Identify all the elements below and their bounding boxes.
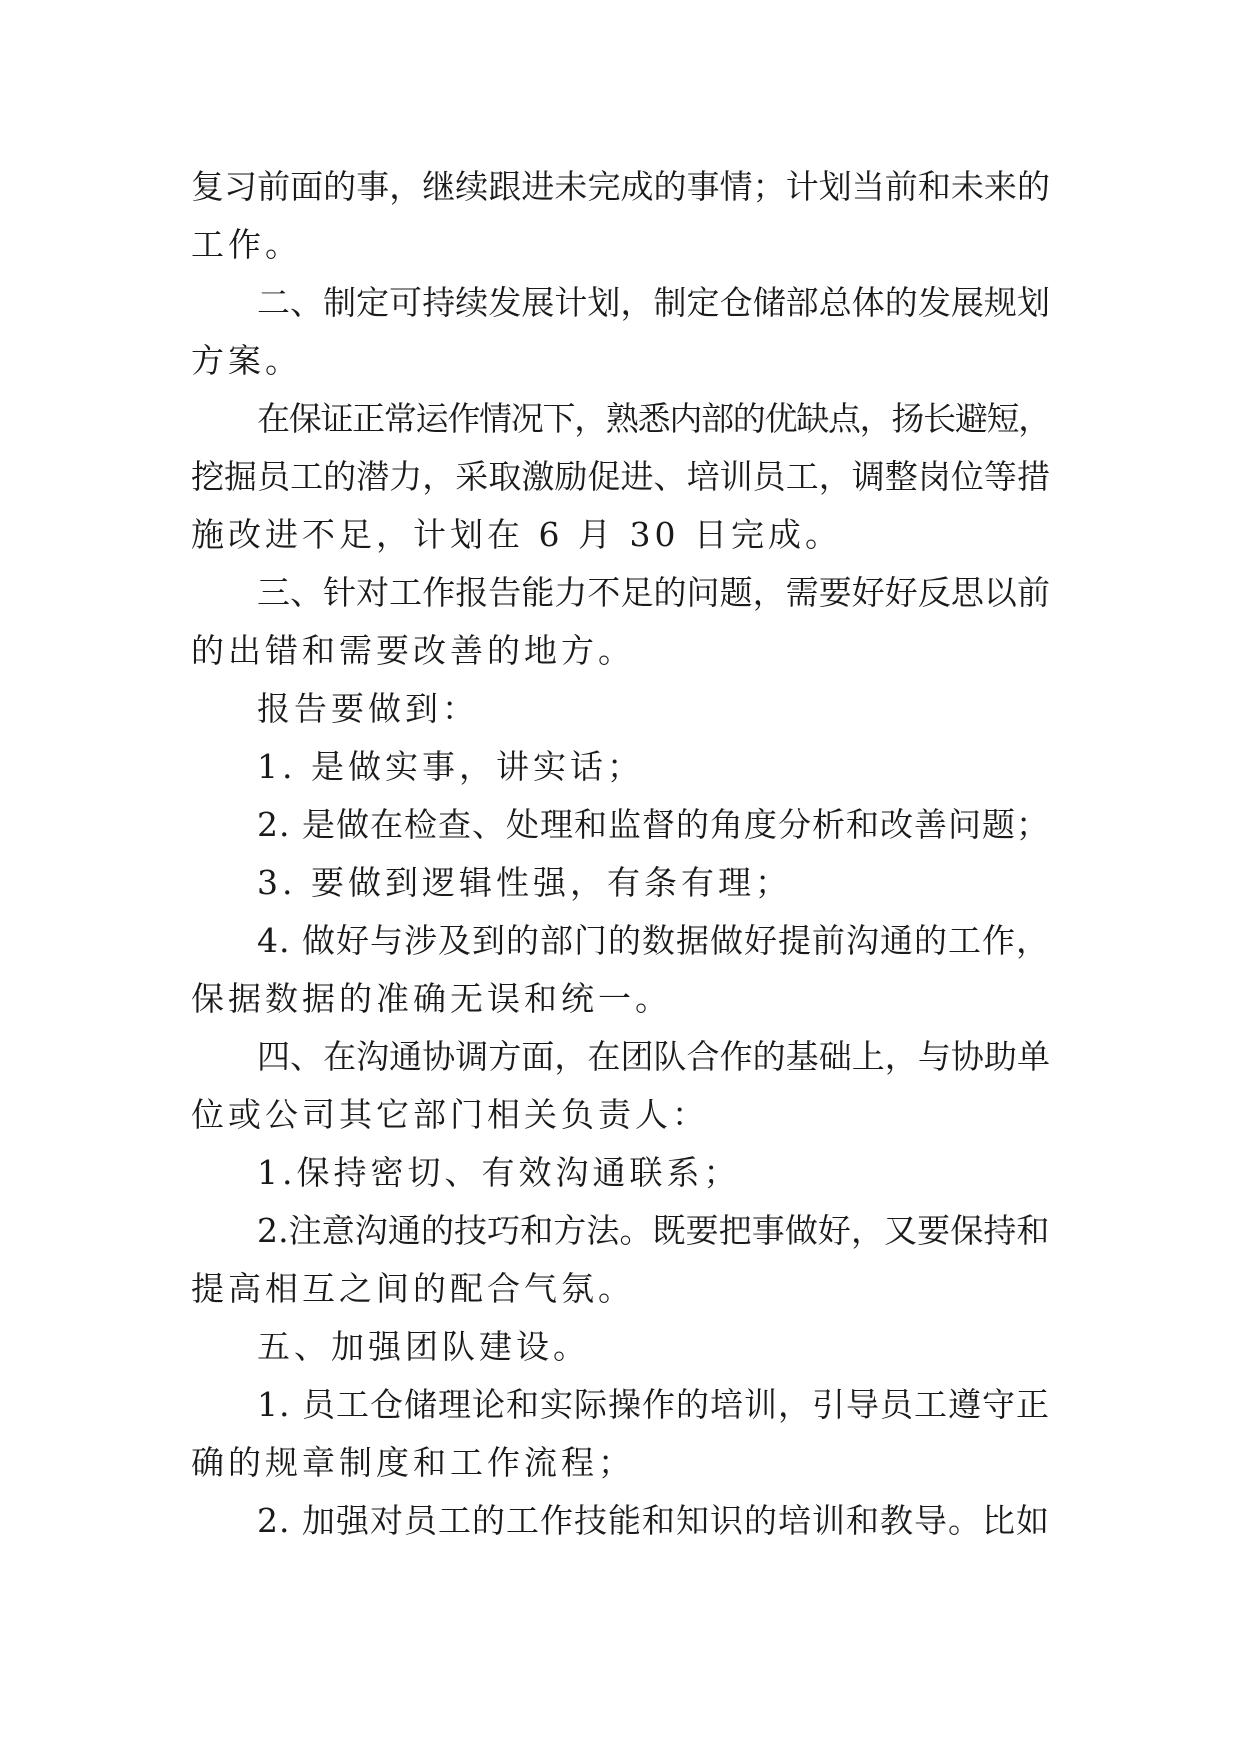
text-line-5: 在保证正常运作情况下，熟悉内部的优缺点，扬长避短， — [257, 399, 1050, 438]
text-line-20: 提高相互之间的配合气氛。 — [191, 1269, 635, 1308]
list-item-4: 4. 做好与涉及到的部门的数据做好提前沟通的工作， — [257, 921, 1050, 960]
section-heading-4: 四、在沟通协调方面，在团队合作的基础上，与协助单 — [257, 1037, 1050, 1076]
text-line-7: 施改进不足，计划在 6 月 30 日完成。 — [191, 515, 842, 554]
text-line-9: 的出错和需要改善的地方。 — [191, 631, 635, 670]
text-line-10: 报告要做到： — [257, 689, 479, 728]
text-line-17: 位或公司其它部门相关负责人： — [191, 1095, 709, 1134]
text-line-23: 确的规章制度和工作流程； — [191, 1443, 635, 1482]
section-heading-2: 二、制定可持续发展计划，制定仓储部总体的发展规划 — [257, 283, 1050, 322]
list-item-3: 3. 要做到逻辑性强，有条有理； — [257, 863, 792, 902]
list-item-8: 2. 加强对员工的工作技能和知识的培训和教导。比如 — [257, 1501, 1050, 1540]
section-heading-5: 五、加强团队建设。 — [257, 1327, 590, 1366]
list-item-5: 1.保持密切、有效沟通联系； — [257, 1153, 741, 1192]
text-line-4: 方案。 — [191, 341, 302, 380]
text-line-15: 保据数据的准确无误和统一。 — [191, 979, 672, 1018]
text-line-1: 复习前面的事，继续跟进未完成的事情；计划当前和未来的 — [191, 167, 1050, 206]
text-line-2: 工作。 — [191, 225, 302, 264]
list-item-2: 2. 是做在检查、处理和监督的角度分析和改善问题； — [257, 805, 1050, 844]
section-heading-3: 三、针对工作报告能力不足的问题，需要好好反思以前 — [257, 573, 1050, 612]
list-item-7: 1. 员工仓储理论和实际操作的培训，引导员工遵守正 — [257, 1385, 1050, 1424]
list-item-6: 2.注意沟通的技巧和方法。既要把事做好，又要保持和 — [257, 1211, 1050, 1250]
text-line-6: 挖掘员工的潜力，采取激励促进、培训员工，调整岗位等措 — [191, 457, 1050, 496]
list-item-1: 1. 是做实事，讲实话； — [257, 747, 644, 786]
